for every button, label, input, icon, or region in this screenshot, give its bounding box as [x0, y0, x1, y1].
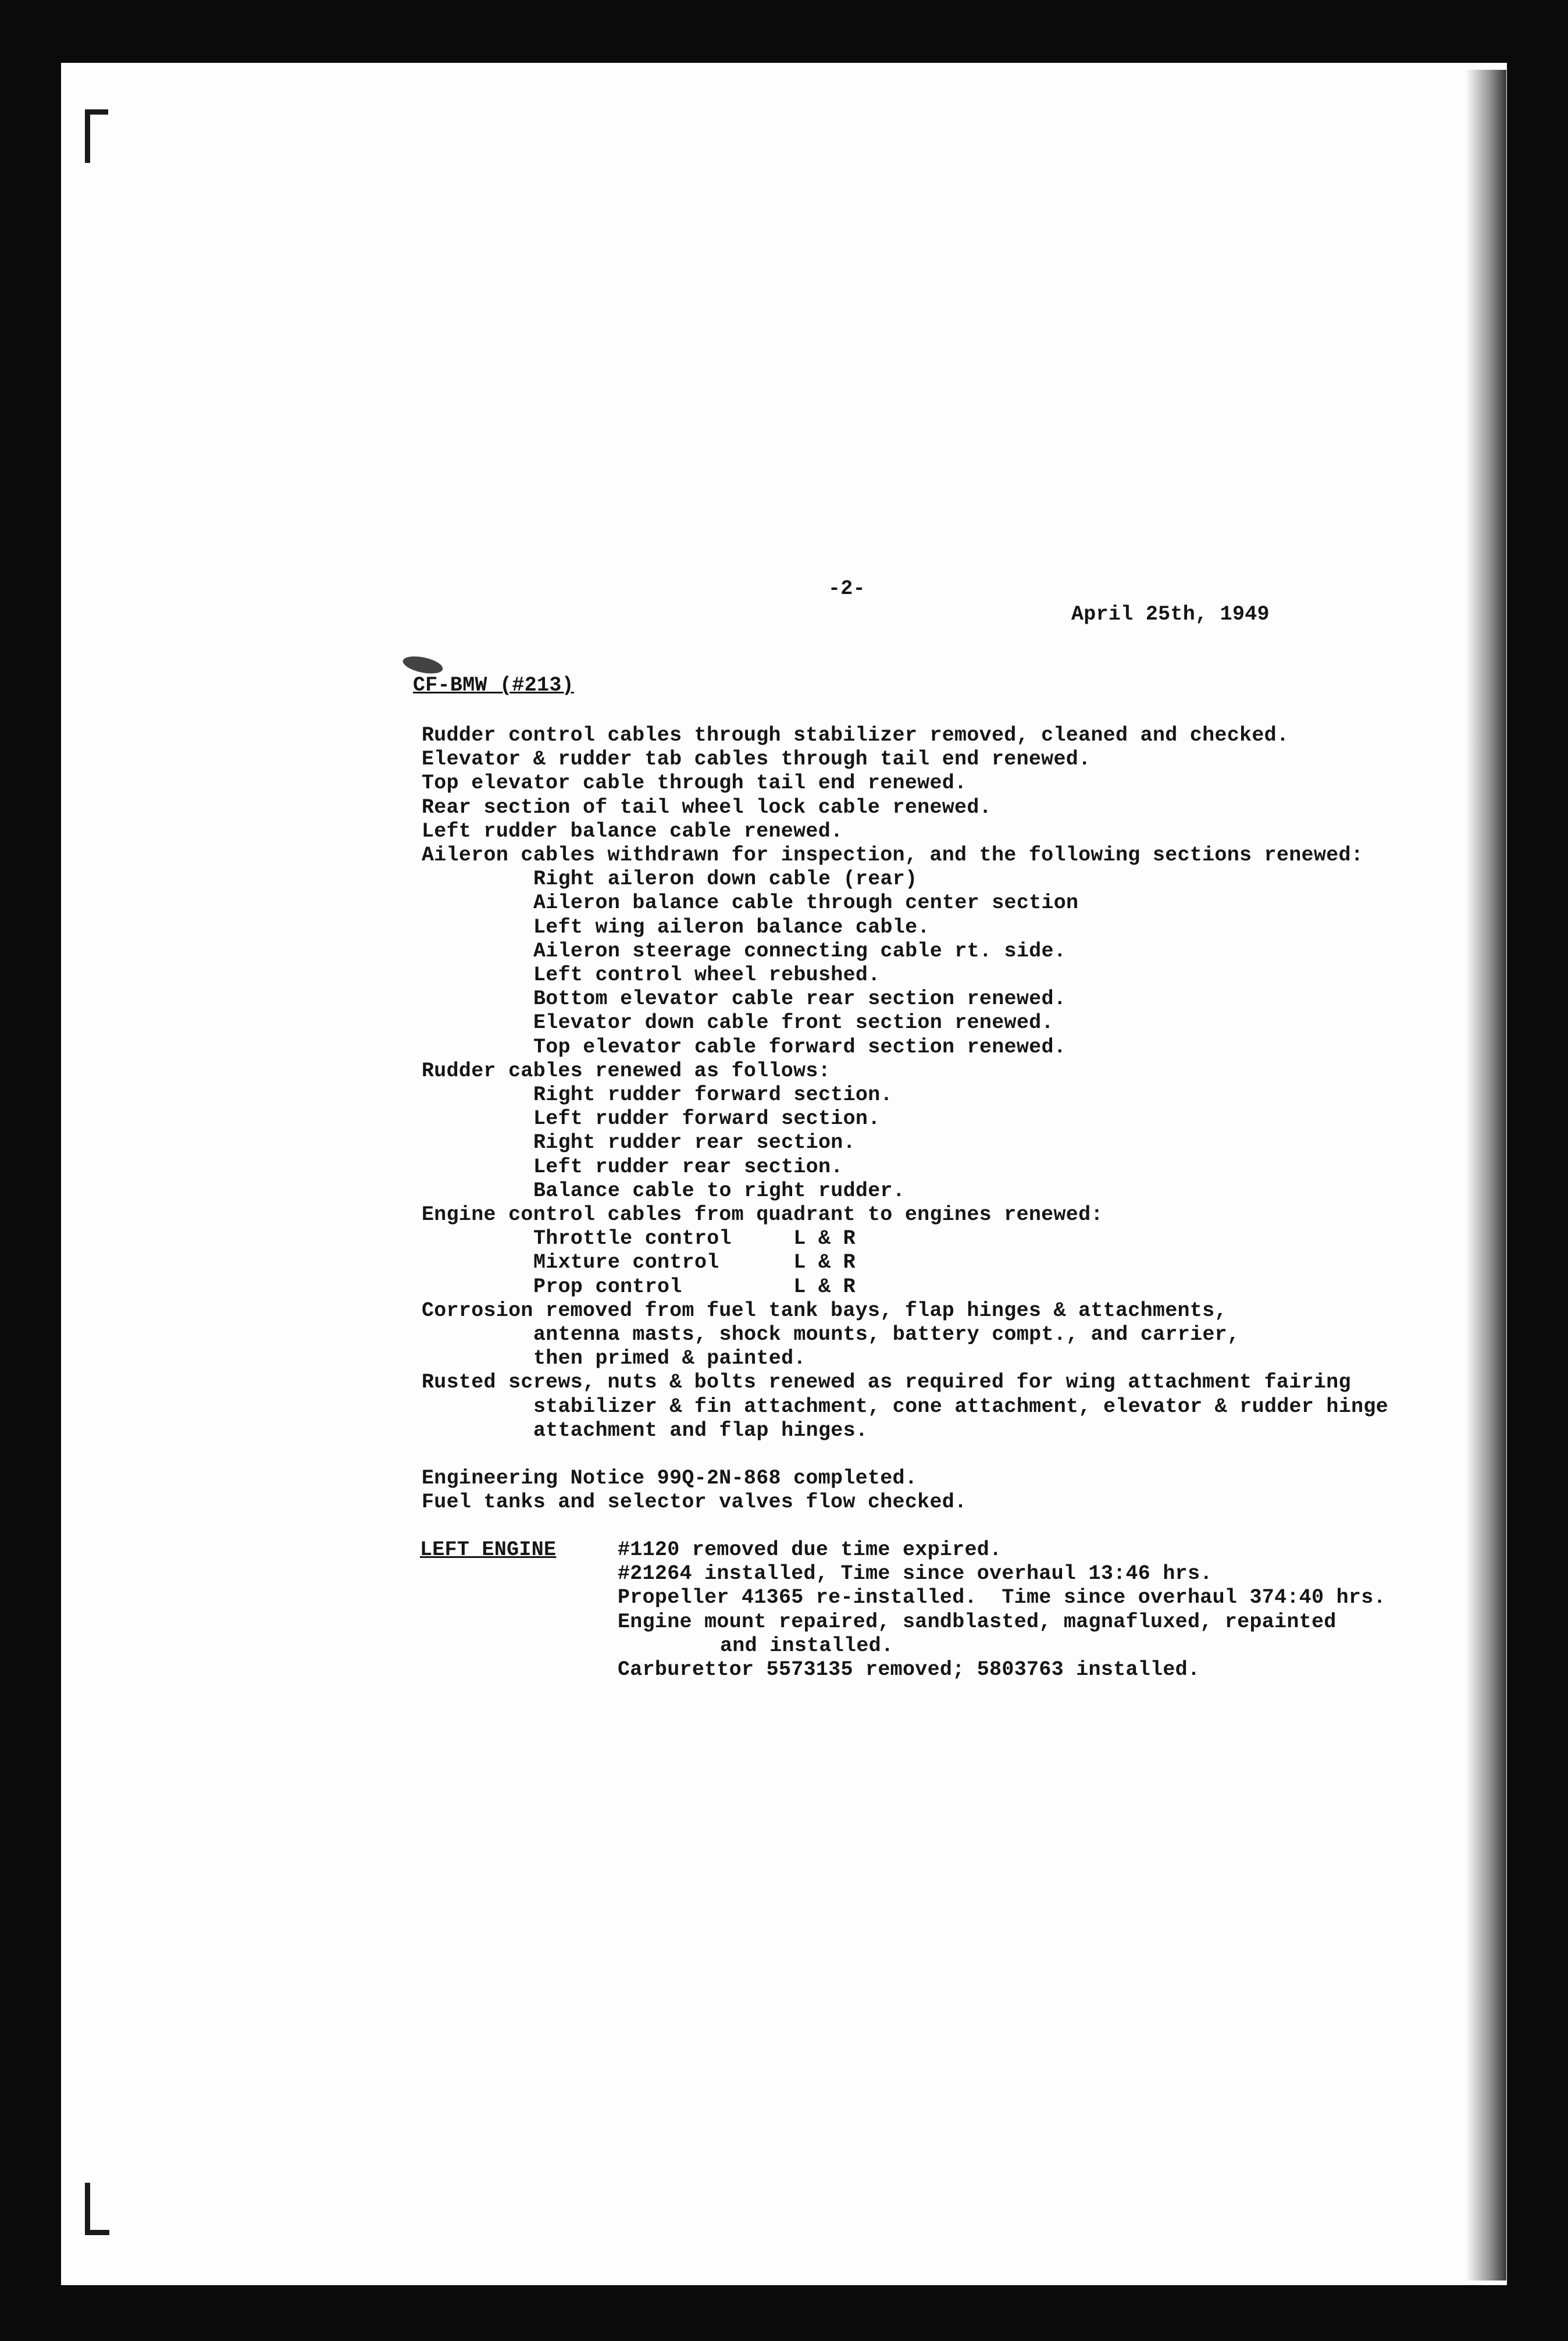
note-line: Fuel tanks and selector valves flow checked. — [422, 1490, 967, 1514]
work-line: Elevator & rudder tab cables through tail end renewed. — [422, 748, 1091, 771]
work-line: Rudder cables renewed as follows: — [422, 1059, 831, 1083]
work-line: stabilizer & fin attachment, cone attachment, elevator & rudder hinge — [533, 1394, 1388, 1418]
crop-mark-bottom-left-horizontal — [85, 2230, 109, 2235]
work-line: Rusted screws, nuts & bolts renewed as required for wing attachment fairing — [422, 1371, 1351, 1394]
engine-entry: Propeller 41365 re-installed. Time since overhaul 374:40 hrs. — [618, 1586, 1386, 1610]
engine-entry: Engine mount repaired, sandblasted, magnafluxed, repainted — [618, 1610, 1337, 1634]
work-line: Right rudder forward section. — [533, 1083, 893, 1107]
crop-mark-bottom-left — [85, 2183, 90, 2235]
left-engine-label: LEFT ENGINE — [420, 1538, 557, 1561]
work-line: Left rudder rear section. — [533, 1155, 843, 1179]
work-line: Elevator down cable front section renewed. — [533, 1011, 1054, 1035]
work-line: Top elevator cable forward section renewed. — [533, 1035, 1067, 1059]
work-line: Left rudder forward section. — [533, 1107, 881, 1131]
work-line: attachment and flap hinges. — [533, 1418, 868, 1442]
work-line: Top elevator cable through tail end renewed. — [422, 771, 967, 795]
work-line: Right rudder rear section. — [533, 1131, 856, 1155]
crop-mark-top-left-horizontal — [85, 109, 108, 115]
work-line: Bottom elevator cable rear section renewed. — [533, 987, 1067, 1011]
work-line: Rudder control cables through stabilizer removed, cleaned and checked. — [422, 724, 1289, 747]
page-edge-shadow — [1466, 70, 1506, 2280]
aircraft-heading: CF-BMW (#213) — [413, 674, 574, 697]
crop-mark-top-left — [85, 109, 90, 163]
work-line: Aileron cables withdrawn for inspection, and the following sections renewed: — [422, 844, 1364, 867]
work-line: then primed & painted. — [533, 1347, 806, 1371]
work-line: Aileron balance cable through center section — [533, 891, 1079, 915]
note-line: Engineering Notice 99Q-2N-868 completed. — [422, 1467, 918, 1490]
work-line: Mixture control L & R — [533, 1251, 856, 1275]
work-line: Throttle control L & R — [533, 1227, 856, 1251]
work-line: Balance cable to right rudder. — [533, 1179, 906, 1202]
work-line: antenna masts, shock mounts, battery compt., and carrier, — [533, 1323, 1240, 1346]
engine-entry: and installed. — [720, 1634, 894, 1657]
page-number: -2- — [828, 577, 865, 600]
engine-entry: #1120 removed due time expired. — [618, 1538, 1002, 1561]
work-line: Aileron steerage connecting cable rt. side. — [533, 939, 1067, 963]
work-line: Engine control cables from quadrant to engines renewed: — [422, 1203, 1103, 1226]
document-date: April 25th, 1949 — [1071, 603, 1270, 626]
work-line: Right aileron down cable (rear) — [533, 867, 918, 891]
work-line: Prop control L & R — [533, 1275, 856, 1298]
work-line: Rear section of tail wheel lock cable renewed. — [422, 795, 992, 819]
work-line: Left rudder balance cable renewed. — [422, 819, 843, 843]
engine-entry: Carburettor 5573135 removed; 5803763 installed. — [618, 1658, 1200, 1681]
work-line: Left wing aileron balance cable. — [533, 915, 930, 939]
work-line: Left control wheel rebushed. — [533, 963, 881, 987]
work-line: Corrosion removed from fuel tank bays, flap hinges & attachments, — [422, 1298, 1227, 1322]
engine-entry: #21264 installed, Time since overhaul 13:46 hrs. — [618, 1562, 1213, 1586]
